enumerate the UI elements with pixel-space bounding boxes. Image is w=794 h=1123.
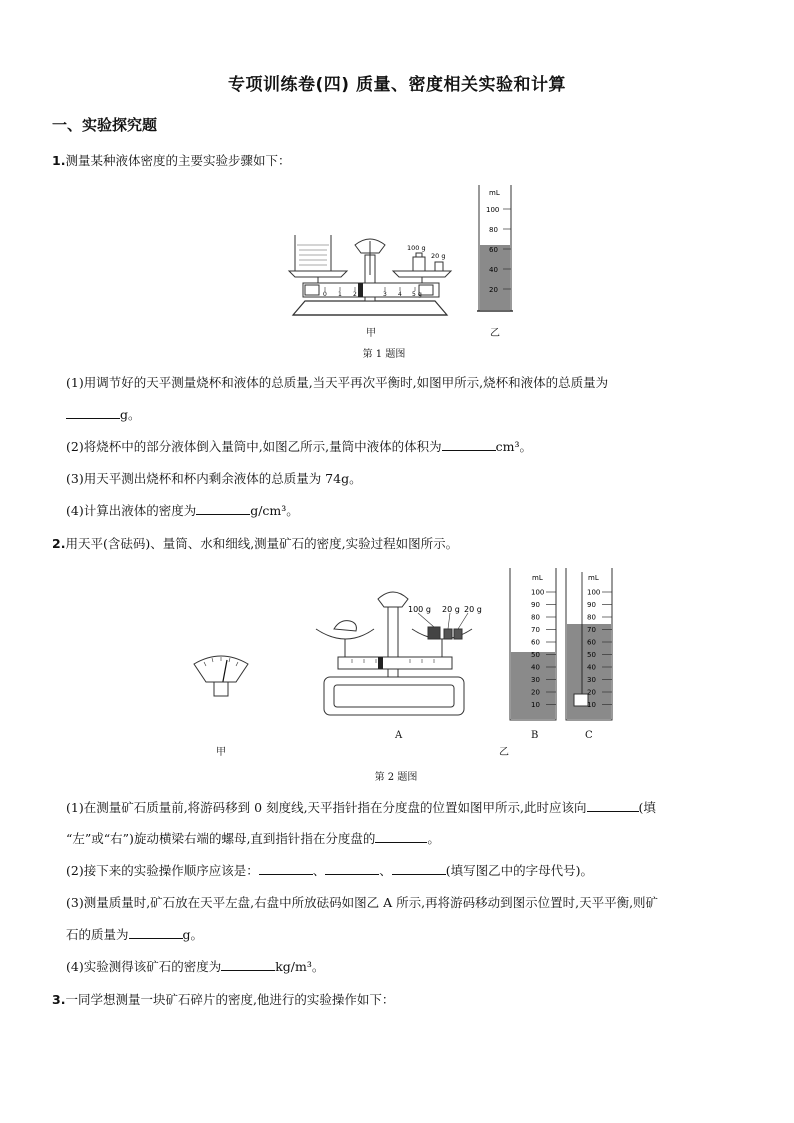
q2-blank-step2[interactable] bbox=[325, 862, 379, 875]
q2-part2 bbox=[66, 862, 593, 880]
q2-cylc-tick-label: 70 bbox=[587, 626, 596, 634]
q1-stem bbox=[52, 152, 290, 170]
section-heading: 一、实验探究题 bbox=[52, 116, 158, 134]
q2-part2-text: (2)接下来的实验操作顺序应该是： bbox=[66, 863, 259, 878]
q1-cyl-tick-100: 100 bbox=[486, 206, 500, 214]
q2-unit-g: g。 bbox=[182, 927, 204, 942]
q2-cylb-tick-label: 40 bbox=[531, 663, 540, 672]
q2-part1-text: (1)在测量矿石质量前,将游码移到 0 刻度线,天平指针指在分度盘的位置如图甲所示,此时应该向 bbox=[66, 800, 587, 815]
q2-fig-caption: 第 2 题图 bbox=[374, 772, 418, 783]
q2-blank-mass[interactable] bbox=[129, 926, 183, 939]
q1-part4 bbox=[66, 502, 299, 520]
q2-cylc-tick-label: 90 bbox=[587, 601, 596, 609]
q1-part2 bbox=[66, 438, 532, 456]
q2-part1-cont bbox=[66, 830, 440, 848]
q2-cylc-tick-label: 40 bbox=[587, 663, 596, 672]
q1-fig-caption: 第 1 题图 bbox=[362, 349, 406, 360]
q3-stem-text: 一同学想测量一块矿石碎片的密度,他进行的实验操作如下： bbox=[65, 992, 395, 1007]
q2-cylb-tick-label: 90 bbox=[531, 601, 540, 609]
q2-unit-kgm3: kg/m³。 bbox=[275, 959, 325, 974]
q1-blank-volume[interactable] bbox=[442, 438, 496, 451]
q2-cylc-tick-label: 20 bbox=[587, 688, 596, 697]
q3-stem bbox=[52, 991, 394, 1009]
q2-cylb-unit: mL bbox=[532, 574, 543, 582]
q1-weight-100g: 100 g bbox=[407, 244, 426, 252]
q2-number: 2. bbox=[52, 536, 66, 551]
q1-cyl-tick-40: 40 bbox=[489, 266, 498, 274]
q1-cylinder-liquid bbox=[480, 245, 510, 310]
q1-cyl-tick-20: 20 bbox=[489, 286, 498, 294]
q1-part1-answer bbox=[66, 406, 141, 424]
page-title: 专项训练卷(四) 质量、密度相关实验和计算 bbox=[228, 75, 566, 95]
q2-weight-100g: 100 g bbox=[408, 605, 431, 614]
q2-fig-label-c: C bbox=[585, 730, 593, 741]
q2-cylb-tick-label: 60 bbox=[531, 638, 540, 647]
q2-cylc-tick-label: 50 bbox=[587, 651, 596, 659]
q2-cylc-tick-label: 10 bbox=[587, 701, 596, 709]
q1-stem-text: 测量某种液体密度的主要实验步骤如下： bbox=[65, 153, 291, 168]
q1-part3: (3)用天平测出烧杯和杯内剩余液体的总质量为 74g。 bbox=[66, 471, 362, 486]
q2-blank-density[interactable] bbox=[221, 958, 275, 971]
q2-cylc-tick-label: 60 bbox=[587, 638, 596, 647]
q2-part1-end: 。 bbox=[427, 831, 440, 846]
q1-unit-gcm3: g/cm³。 bbox=[250, 503, 299, 518]
q2-part1 bbox=[66, 799, 656, 817]
q2-part4-text: (4)实验测得该矿石的密度为 bbox=[66, 959, 222, 974]
q1-fig-label-yi: 乙 bbox=[490, 328, 500, 339]
q1-scale-tick-4: 4 bbox=[398, 291, 402, 298]
q2-blank-step3[interactable] bbox=[392, 862, 446, 875]
q1-scale-unit: g bbox=[418, 291, 422, 298]
q2-cylinder-b-figure bbox=[508, 566, 558, 726]
q1-unit-g: g。 bbox=[120, 407, 141, 422]
q2-fig-label-jia: 甲 bbox=[216, 747, 226, 758]
q2-part4 bbox=[66, 958, 324, 976]
q1-number: 1. bbox=[52, 153, 66, 168]
q2-balance-figure bbox=[312, 585, 482, 720]
q2-cylb-tick-label: 30 bbox=[531, 676, 540, 684]
q1-scale-tick-5: 5 bbox=[412, 291, 416, 298]
q1-weight-20g: 20 g bbox=[431, 252, 446, 260]
q2-weight-20g-a: 20 g bbox=[442, 605, 460, 614]
q2-cylc-tick-label: 80 bbox=[587, 613, 596, 622]
q1-scale-tick-0: 0 bbox=[323, 291, 327, 298]
q2-weight-20g-b: 20 g bbox=[464, 605, 482, 614]
q2-dial-figure bbox=[192, 652, 250, 698]
q1-scale-tick-1: 1 bbox=[338, 291, 342, 298]
q1-part4-text: (4)计算出液体的密度为 bbox=[66, 503, 197, 518]
q2-sep-1: 、 bbox=[312, 863, 326, 878]
q2-stem-text: 用天平(含砝码)、量筒、水和细线,测量矿石的密度,实验过程如图所示。 bbox=[65, 536, 459, 551]
q1-balance-figure bbox=[285, 225, 455, 325]
q2-part3-cont bbox=[66, 926, 203, 944]
q2-stem bbox=[52, 535, 458, 553]
q1-cylinder-figure bbox=[477, 183, 513, 321]
q1-blank-density[interactable] bbox=[196, 502, 250, 515]
q2-part3: (3)测量质量时,矿石放在天平左盘,右盘中所放砝码如图乙 A 所示,再将游码移动到图示位置时,天平平衡,则矿 bbox=[66, 895, 659, 910]
q2-cylc-unit: mL bbox=[588, 574, 599, 582]
q2-blank-step1[interactable] bbox=[259, 862, 313, 875]
q2-cylb-tick-label: 100 bbox=[531, 588, 545, 597]
q2-cylb-tick-label: 20 bbox=[531, 688, 540, 697]
q1-blank-mass[interactable] bbox=[66, 406, 120, 419]
q2-cylb-tick-label: 10 bbox=[531, 701, 540, 709]
q1-cyl-tick-80: 80 bbox=[489, 226, 498, 234]
q1-unit-cm3: cm³。 bbox=[495, 439, 533, 454]
q1-part1: (1)用调节好的天平测量烧杯和液体的总质量,当天平再次平衡时,如图甲所示,烧杯和液体的总质量为 bbox=[66, 375, 609, 390]
q3-number: 3. bbox=[52, 992, 66, 1007]
q2-part1-fill: (填 bbox=[638, 800, 656, 815]
q1-part2-text: (2)将烧杯中的部分液体倒入量筒中,如图乙所示,量筒中液体的体积为 bbox=[66, 439, 442, 454]
q2-blank-direction[interactable] bbox=[587, 799, 639, 812]
q2-part3-text2: 石的质量为 bbox=[66, 927, 129, 942]
q2-cylc-tick-label: 30 bbox=[587, 676, 596, 684]
q2-part1-text2: “左”或“右”)旋动横梁右端的螺母,直到指针指在分度盘的 bbox=[66, 831, 376, 846]
q1-scale-tick-2: 2 bbox=[353, 291, 357, 298]
q1-cyl-tick-60: 60 bbox=[489, 246, 498, 254]
q2-cylb-tick-label: 50 bbox=[531, 651, 540, 659]
q2-part2-end: (填写图乙中的字母代号)。 bbox=[445, 863, 594, 878]
q2-fig-label-a: A bbox=[395, 730, 403, 741]
q2-cylb-tick-label: 70 bbox=[531, 626, 540, 634]
q2-fig-label-b: B bbox=[531, 730, 539, 741]
q2-blank-position[interactable] bbox=[375, 830, 427, 843]
q2-sep-2: 、 bbox=[379, 863, 392, 878]
q2-fig-label-yi: 乙 bbox=[499, 747, 509, 758]
q1-scale-tick-3: 3 bbox=[383, 291, 387, 298]
q1-cylinder-unit: mL bbox=[489, 189, 500, 197]
q2-cylinder-c-figure bbox=[564, 566, 614, 726]
q2-cylc-tick-label: 100 bbox=[587, 588, 601, 597]
q2-cylb-tick-label: 80 bbox=[531, 613, 540, 622]
q1-fig-label-jia: 甲 bbox=[366, 328, 376, 339]
